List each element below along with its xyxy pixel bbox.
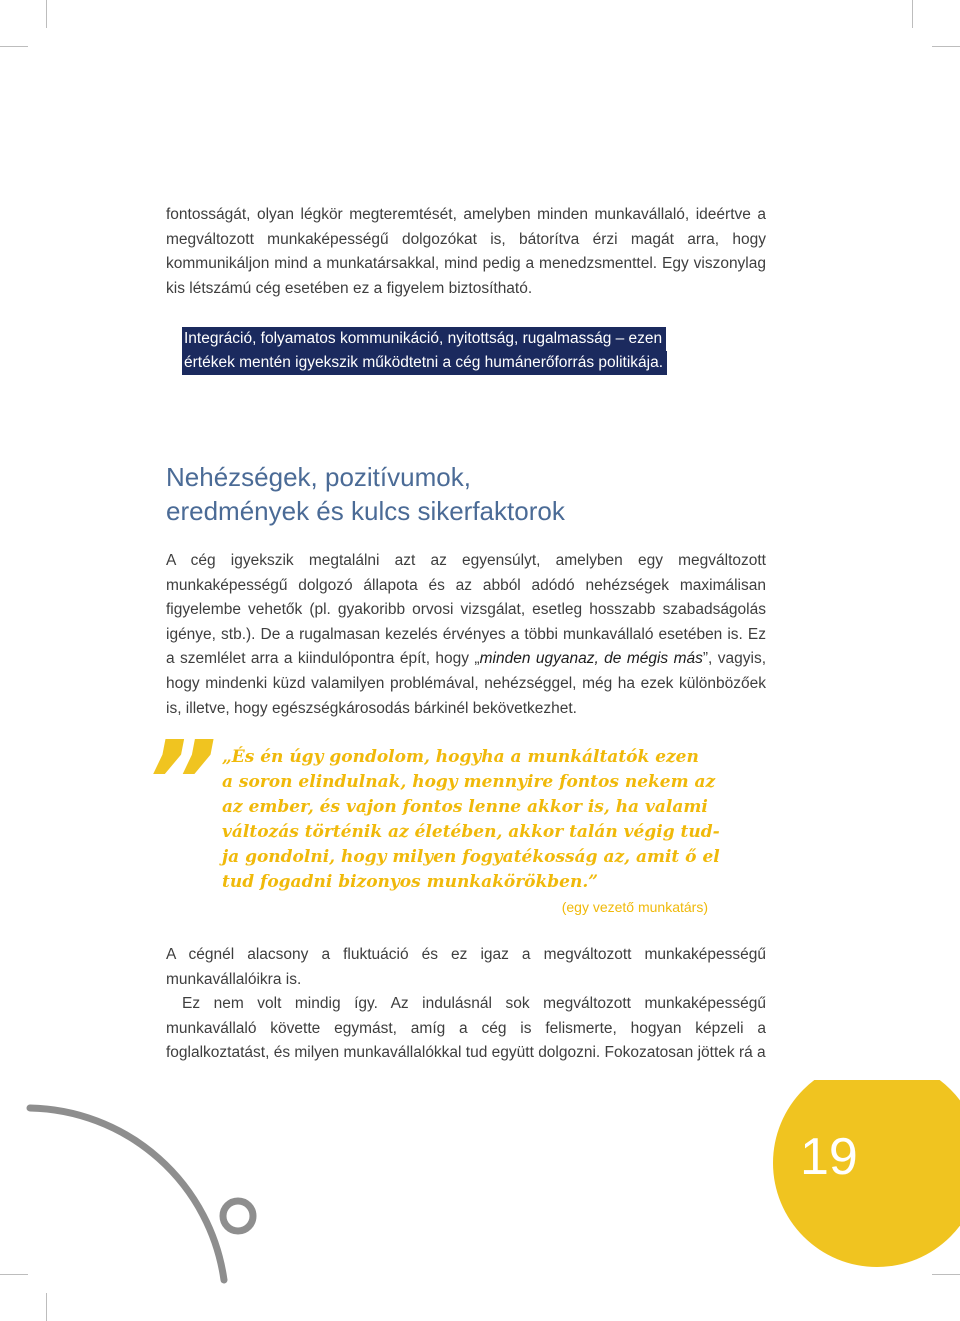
body-paragraph-2a: A cégnél alacsony a fluktuáció és ez igaz a megváltozott munkaképességű munkavállalóikra is. [166, 946, 766, 988]
highlight-box [182, 327, 702, 375]
crop-mark-right-upper [932, 46, 960, 47]
quote-line-2: a soron elindulnak, hogy mennyire fontos nekem az [222, 772, 716, 792]
body-paragraph-2b: Ez nem volt mindig így. Az indulásnál sok megváltozott munkaképességű munkavállaló követte egymást, amíg a cég is felismerte, hogyan képzeli a foglalkoztatást, és milyen munkavállalókkal tud együtt dolgozni. Fokozatosan jöttek rá a [166, 995, 766, 1062]
highlight-line-1: Integráció, folyamatos kommunikáció, nyitottság, rugalmasság – ezen [182, 327, 666, 351]
intro-text: fontosságát, olyan légkör megteremtését, amelyben minden munkavállaló, ideértve a megváltozott munkaképességű dolgozókat is, bátorítva érzi magát arra, hogy kommunikáljon mind a munkatársakkal, mind pedig a menedzsmenttel. Egy viszonylag kis létszámú cég esetében ez a figyelem biztosítható. [166, 206, 766, 297]
crop-mark-top-right [912, 0, 913, 28]
body-paragraph-2 [166, 943, 766, 1066]
highlight-line-2: értékek mentén igyekszik működtetni a cég humánerőforrás politikája. [182, 351, 667, 375]
crop-mark-left-upper [0, 46, 28, 47]
pull-quote [222, 745, 720, 895]
decorative-circles [0, 1080, 960, 1321]
decor-gray-ring [223, 1201, 253, 1231]
quote-line-3: az ember, és vajon fontos lenne akkor is, ha valami [222, 797, 708, 817]
body-paragraph-1-text [166, 549, 766, 721]
intro-paragraph [166, 203, 766, 301]
body-paragraph-1-emphasis: minden ugyanaz, de mégis más [479, 650, 703, 668]
page-number: 19 [800, 1128, 858, 1186]
quote-line-1: „És én úgy gondolom, hogyha a munkáltatók ezen [222, 747, 699, 767]
heading-line-1: Nehézségek, pozitívumok, [166, 462, 471, 492]
decor-gray-arc [30, 1108, 224, 1280]
quote-line-6: tud fogadni bizonyos munkakörökben.” [222, 872, 599, 892]
body-paragraph-1 [166, 549, 766, 721]
section-heading [166, 460, 766, 528]
body-paragraph-1-part1: A cég igyekszik megtalálni azt az egyensúlyt, amelyben egy megváltozott munkaképességű dolgozó állapota és az abból adódó nehézségek maximálisan figyelembe vehetők (pl. gyakoribb orvosi vizsgálat, esetleg hosszabb szabadságolás igénye, stb.). De a rugalmasan kezelés érvényes a többi munkavállaló esetében is. Ez a szemlélet arra a kiindulópontra épít, hogy „ [166, 552, 766, 668]
heading-line-2: eredmények és kulcs sikerfaktorok [166, 496, 565, 526]
quote-attribution: (egy vezető munkatárs) [561, 899, 708, 915]
crop-mark-top-left [46, 0, 47, 28]
quote-line-5: ja gondolni, hogy milyen fogyatékosság az, amit ő el [222, 847, 720, 867]
body-paragraph-1-part2: ”, vagyis, hogy mindenki küzd valamilyen problémával, nehézséggel, még ha ezek különbözőek is, illetve, hogy egészségkárosodás bárkinél bekövetkezhet. [166, 650, 766, 717]
quote-line-4: változás történik az életében, akkor talán végig tud- [222, 822, 720, 842]
quote-mark-icon: ” [145, 718, 218, 848]
